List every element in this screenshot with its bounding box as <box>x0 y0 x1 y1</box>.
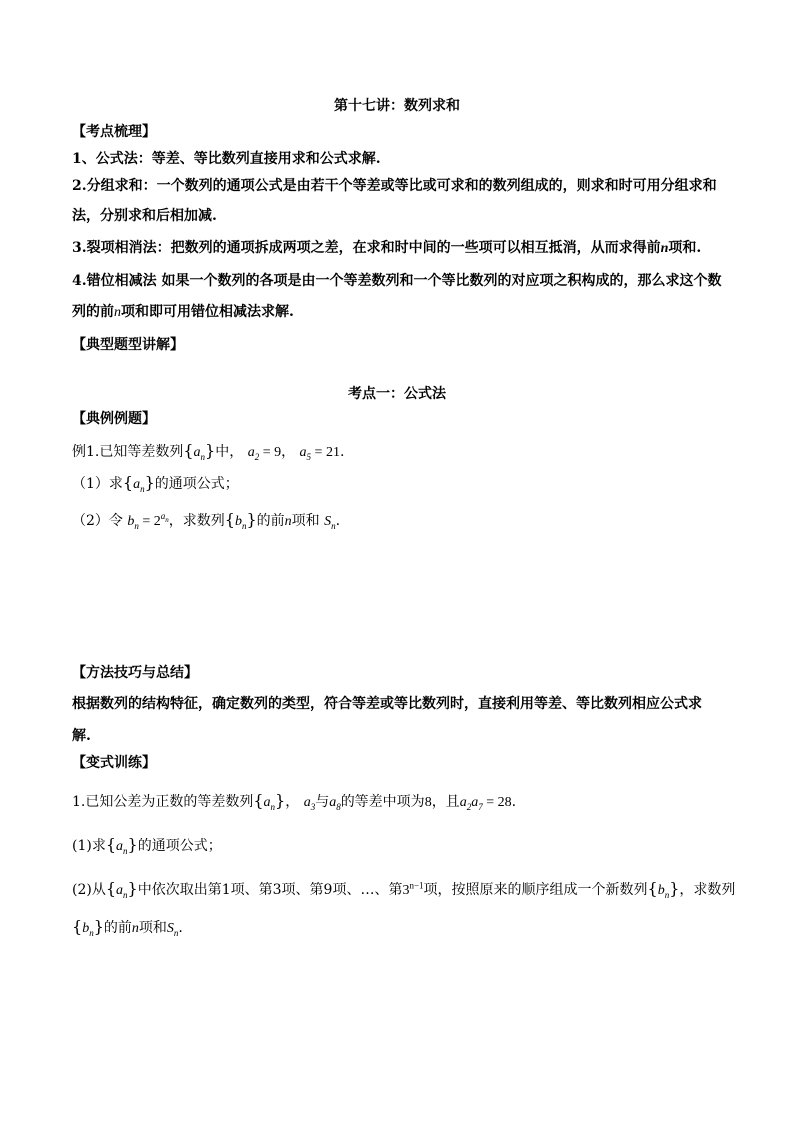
exercise-1-text-2: ，且 <box>431 794 460 810</box>
section-kaodian-heading: 【考点梳理】 <box>72 124 156 140</box>
q1-lead: (1)求 <box>72 838 106 854</box>
point-3-telescoping <box>72 238 701 259</box>
q2-text-3: ，求数列 <box>679 882 736 898</box>
period: . <box>335 513 341 529</box>
q2-text: ，求数列 <box>168 513 225 529</box>
variable-sn: $S_n$ <box>324 514 336 531</box>
power-3-n-1: $3^{n-1}$ <box>402 880 424 898</box>
equation-a5: $a_5 = 21$ <box>299 445 340 462</box>
point-3-text: 3.裂项相消法：把数列的通项拆成两项之差，在求和时中间的一些项可以相互抵消，从而求得前 <box>72 240 661 256</box>
section-dianli-heading: 【典例例题】 <box>72 411 156 427</box>
exercise-1-statement: 1.已知公差为正数的等差数列$\{a_n\}$， $a_3$与$a_8$的等差中项为8，且$a_2a_7 = 28$. <box>72 791 517 812</box>
exercise-1-lead: 1.已知公差为正数的等差数列 <box>72 794 254 810</box>
term-a3: $a_3$ <box>303 795 316 812</box>
section-fangfa-heading: 【方法技巧与总结】 <box>72 665 198 681</box>
comma: ， <box>285 794 300 810</box>
exercise-1-question-1: (1)求$\{a_n\}$的通项公式； <box>72 835 222 856</box>
point-2-group-sum-line2: 法，分别求和后相加减. <box>72 208 217 224</box>
page-title: 第十七讲：数列求和 <box>334 98 460 114</box>
method-summary-line2: 解. <box>72 728 91 744</box>
example-1-statement: 例1.已知等差数列$\{a_n\}$中， $a_2 = 9$， $a_5 = 21$. <box>72 441 345 462</box>
point-2-group-sum-line1: 2.分组求和：一个数列的通项公式是由若干个等差或等比或可求和的数列组成的，则求和时可用分组求和 <box>72 178 717 194</box>
method-summary-line1: 根据数列的结构特征，确定数列的类型，符合等差或等比数列时，直接利用等差、等比数列相应公式求 <box>72 696 702 712</box>
section-dianxing-heading: 【典型题型讲解】 <box>72 337 184 353</box>
point-1-formula-method: 1、公式法：等差、等比数列直接用求和公式求解. <box>72 151 381 167</box>
q2-text-2: 项，按照原来的顺序组成一个新数列 <box>423 882 648 898</box>
equation-a2a7: $a_2a_7 = 28$ <box>459 795 512 812</box>
example-1-text: 中， <box>215 444 244 460</box>
q1-lead: （1）求 <box>72 476 123 492</box>
variable-sn: $S_n$ <box>166 921 179 938</box>
value-8: 8 <box>424 795 432 810</box>
variable-n: n <box>284 514 292 529</box>
q2-text-2: 的前 <box>256 513 285 529</box>
equation-bn: $b_n = 2^{a_n}$ <box>127 511 169 531</box>
example-1-question-1: （1）求$\{a_n\}$的通项公式； <box>72 473 239 494</box>
point-4-misplaced-subtraction-line2 <box>72 302 294 323</box>
section-bianshi-heading: 【变式训练】 <box>72 755 156 771</box>
point-3-text-end: 项和. <box>668 240 702 256</box>
example-1-lead: 例1.已知等差数列 <box>72 444 184 460</box>
q1-text: 的通项公式； <box>154 476 239 492</box>
q2-lead: (2)从 <box>72 882 106 898</box>
exercise-1-question-2: (2)从$\{a_n\}$中依次取出第1项、第3项、第9项、…、第$3^{n-1}$项，按照原来的顺序组成一个新数列$\{b_n\}$，求数列 <box>72 879 736 900</box>
point-4-text: 列的前 <box>72 304 114 320</box>
q2-text-3: 项和 <box>291 513 320 529</box>
period: . <box>178 920 183 936</box>
point-4-misplaced-subtraction-line1: 4.错位相减法 如果一个数列的各项是由一个等差数列和一个等比数列的对应项之积构成的，那么求这个数 <box>72 273 722 289</box>
example-1-question-2: （2）令 $b_n = 2^{a_n}$，求数列$\{b_n\}$的前n项和 $S_n$. <box>72 510 341 531</box>
point-4-text-end: 项和即可用错位相减法求解. <box>121 304 294 320</box>
exercise-1-question-2-cont: $\{b_n\}$的前n项和$S_n$. <box>72 917 183 938</box>
variable-n: n <box>114 305 121 320</box>
q1-text: 的通项公式； <box>137 838 222 854</box>
exercise-1-text: 的等差中项为 <box>340 794 425 810</box>
period: . <box>511 794 517 810</box>
and-text: 与 <box>315 794 330 810</box>
term-a8: $a_8$ <box>329 795 341 812</box>
kaodian-1-title: 考点一：公式法 <box>348 386 446 402</box>
q2-text: 中依次取出第1项、第3项、第9项、…、第 <box>137 882 403 898</box>
variable-n: n <box>660 241 669 256</box>
q3-text: 的前 <box>103 920 132 936</box>
q2-lead: （2）令 <box>72 513 123 529</box>
q3-text-2: 项和 <box>138 920 167 936</box>
comma: ， <box>281 444 296 460</box>
variable-n: n <box>131 921 139 936</box>
period: . <box>339 444 345 460</box>
equation-a2: $a_2 = 9$ <box>247 445 282 462</box>
